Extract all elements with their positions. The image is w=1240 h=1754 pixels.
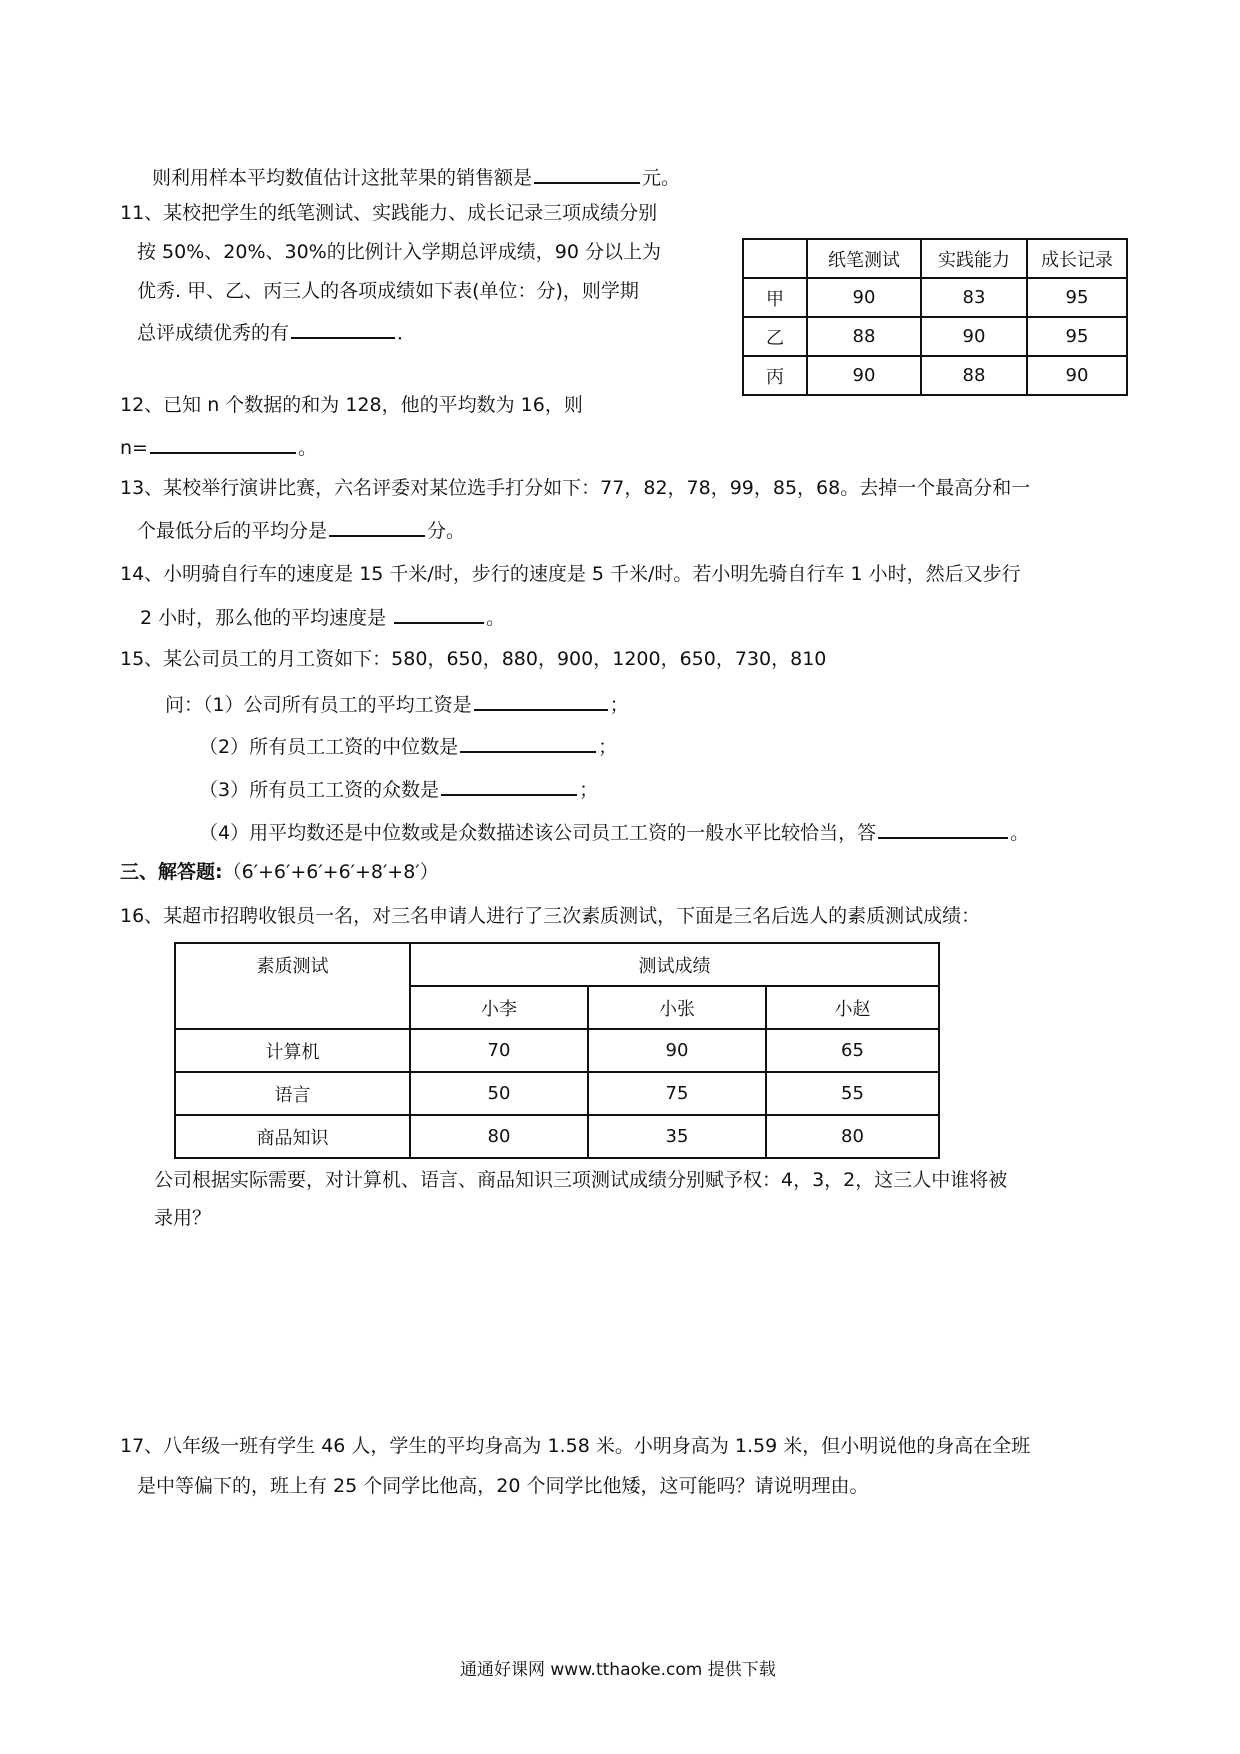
- q11-end-mark: ．: [397, 322, 417, 344]
- q16-score-table: [174, 942, 940, 1159]
- section-3-title: 三、解答题:: [120, 861, 223, 883]
- section-3-scores: （6′+6′+6′+6′+8′+8′）: [222, 861, 439, 883]
- table-cell: 语言: [175, 1072, 410, 1115]
- table-row: [175, 1072, 939, 1115]
- q14-question-text: 2 小时，那么他的平均速度是: [140, 607, 393, 629]
- q12-answer-blank[interactable]: [150, 430, 296, 454]
- table-cell: 35: [588, 1115, 766, 1158]
- q14-answer-blank[interactable]: [394, 600, 484, 624]
- table-header-cell: 纸笔测试: [807, 239, 921, 278]
- q16-after-line-2: 录用？: [154, 1207, 212, 1229]
- q15-sub2-end: ；: [598, 736, 618, 758]
- table-cell: 乙: [743, 317, 807, 356]
- table-cell: 70: [410, 1029, 588, 1072]
- q14-end-mark: 。: [486, 607, 506, 629]
- q12-question-text: n=: [120, 437, 148, 459]
- q14-line-2: [140, 600, 505, 633]
- q15-sub1-end: ；: [609, 694, 629, 716]
- q15-sub3-blank[interactable]: [441, 772, 577, 796]
- q13-line-1: 13、某校举行演讲比赛，六名评委对某位选手打分如下：77，82，78，99，85，68。去掉一个最高分和一: [120, 477, 1031, 499]
- q14-line-1: 14、小明骑自行车的速度是 15 千米/时，步行的速度是 5 千米/时。若小明先骑自行车 1 小时，然后又步行: [120, 563, 1021, 585]
- table-cell: 90: [588, 1029, 766, 1072]
- table-header-cell: [743, 239, 807, 278]
- table-row: [175, 1029, 939, 1072]
- table-header-cell: 素质测试: [175, 943, 410, 1029]
- q11-score-table: [742, 238, 1128, 396]
- table-header-cell: 成长记录: [1027, 239, 1127, 278]
- q11-line-4: [137, 315, 416, 348]
- q10-tail-text: 则利用样本平均数值估计这批苹果的销售额是: [152, 167, 533, 189]
- q17-line-2: 是中等偏下的，班上有 25 个同学比他高，20 个同学比他矮，这可能吗？请说明理由。: [137, 1475, 869, 1497]
- q17-line-1: 17、八年级一班有学生 46 人，学生的平均身高为 1.58 米。小明身高为 1.59 米，但小明说他的身高在全班: [120, 1435, 1031, 1457]
- q15-sub1-blank[interactable]: [474, 687, 608, 711]
- table-cell: 90: [1027, 356, 1127, 395]
- table-header-cell: 小张: [588, 986, 766, 1029]
- table-row: [175, 1115, 939, 1158]
- q11-answer-blank[interactable]: [291, 315, 395, 339]
- table-cell: 90: [807, 356, 921, 395]
- q15-sub-4: [199, 815, 1029, 848]
- table-header-cell: 小赵: [766, 986, 939, 1029]
- q15-sub1-text: 问：（1）公司所有员工的平均工资是: [165, 694, 472, 716]
- q13-question-text: 个最低分后的平均分是: [137, 520, 328, 542]
- q11-line-3: 优秀. 甲、乙、丙三人的各项成绩如下表(单位：分)，则学期: [137, 280, 639, 302]
- q13-end-mark: 分。: [427, 520, 466, 542]
- q15-sub3-end: ；: [579, 779, 599, 801]
- q12-line-2: [120, 430, 317, 463]
- table-header-row: [175, 943, 939, 986]
- q16-line-1: 16、某超市招聘收银员一名，对三名申请人进行了三次素质测试，下面是三名后选人的素质测试成绩：: [120, 905, 981, 927]
- q13-line-2: [137, 513, 465, 546]
- table-cell: 甲: [743, 278, 807, 317]
- table-cell: 75: [588, 1072, 766, 1115]
- q15-sub-2: [199, 729, 617, 762]
- q11-question-text: 总评成绩优秀的有: [137, 322, 290, 344]
- table-header-cell: 小李: [410, 986, 588, 1029]
- table-cell: 95: [1027, 278, 1127, 317]
- table-cell: 80: [410, 1115, 588, 1158]
- q10-answer-blank[interactable]: [534, 160, 640, 184]
- q10-tail-end: 元。: [642, 167, 681, 189]
- table-group-header: 测试成绩: [410, 943, 939, 986]
- q15-sub2-blank[interactable]: [460, 729, 596, 753]
- q15-line-1: 15、某公司员工的月工资如下：580，650，880，900，1200，650，730，810: [120, 648, 827, 670]
- table-cell: 50: [410, 1072, 588, 1115]
- table-cell: 90: [921, 317, 1027, 356]
- q15-sub4-blank[interactable]: [878, 815, 1008, 839]
- section-3-heading: [120, 857, 439, 887]
- table-cell: 88: [921, 356, 1027, 395]
- q11-line-2: 按 50%、20%、30%的比例计入学期总评成绩，90 分以上为: [137, 241, 661, 263]
- table-cell: 95: [1027, 317, 1127, 356]
- table-row: [743, 356, 1127, 395]
- table-cell: 计算机: [175, 1029, 410, 1072]
- table-cell: 90: [807, 278, 921, 317]
- q15-sub-1: [165, 687, 629, 720]
- q10-tail-line: [152, 160, 680, 193]
- q16-after-line-1: 公司根据实际需要，对计算机、语言、商品知识三项测试成绩分别赋予权：4，3，2，这三人中谁将被: [154, 1169, 1008, 1191]
- table-cell: 65: [766, 1029, 939, 1072]
- table-cell: 商品知识: [175, 1115, 410, 1158]
- table-row: [743, 317, 1127, 356]
- q12-line-1: 12、已知 n 个数据的和为 128，他的平均数为 16，则: [120, 394, 583, 416]
- table-cell: 80: [766, 1115, 939, 1158]
- q15-sub3-text: （3）所有员工工资的众数是: [199, 779, 440, 801]
- table-cell: 55: [766, 1072, 939, 1115]
- table-cell: 88: [807, 317, 921, 356]
- q13-answer-blank[interactable]: [329, 513, 425, 537]
- q11-line-1: 11、某校把学生的纸笔测试、实践能力、成长记录三项成绩分别: [120, 202, 658, 224]
- q15-sub-3: [199, 772, 598, 805]
- table-header-cell: 实践能力: [921, 239, 1027, 278]
- q15-sub4-text: （4）用平均数还是中位数或是众数描述该公司员工工资的一般水平比较恰当，答: [199, 822, 877, 844]
- q15-sub2-text: （2）所有员工工资的中位数是: [199, 736, 459, 758]
- table-header-row: [743, 239, 1127, 278]
- table-row: [743, 278, 1127, 317]
- table-cell: 丙: [743, 356, 807, 395]
- page-footer: 通通好课网 www.tthaoke.com 提供下载: [460, 1660, 776, 1680]
- q15-sub4-end: 。: [1010, 822, 1030, 844]
- q12-end-mark: 。: [297, 437, 317, 459]
- table-cell: 83: [921, 278, 1027, 317]
